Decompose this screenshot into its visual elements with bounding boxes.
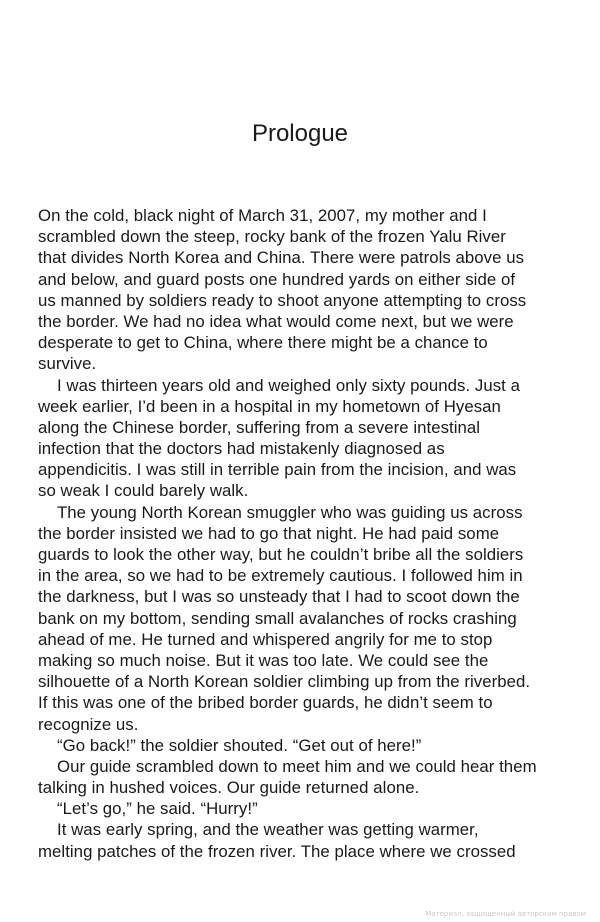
text-line: melting patches of the frozen river. The place where we crossed <box>38 841 516 861</box>
text-line: silhouette of a North Korean soldier climbing up from the riverbed. <box>38 672 531 692</box>
text-line: making so much noise. But it was too late. We could see the <box>38 650 489 670</box>
text-line: If this was one of the bribed border guards, he didn’t seem to <box>38 693 493 713</box>
text-line: us manned by soldiers ready to shoot anyone attempting to cross <box>38 290 527 310</box>
text-line: “Go back!” the soldier shouted. “Get out of here!” <box>57 735 422 755</box>
text-line: “Let’s go,” he said. “Hurry!” <box>57 799 258 819</box>
text-line: appendicitis. I was still in terrible pain from the incision, and was <box>38 460 517 480</box>
text-line: the darkness, but I was so unsteady that I had to scoot down the <box>38 587 520 607</box>
text-line: along the Chinese border, suffering from a severe intestinal <box>38 417 481 437</box>
text-line: ahead of me. He turned and whispered angrily for me to stop <box>38 629 493 649</box>
text-line: talking in hushed voices. Our guide returned alone. <box>38 778 420 798</box>
text-line: desperate to get to China, where there might be a chance to <box>38 333 488 353</box>
copyright-watermark: Материал, защищенный авторским правом <box>425 910 586 918</box>
text-line: I was thirteen years old and weighed only sixty pounds. Just a <box>57 375 520 395</box>
text-line: guards to look the other way, but he couldn’t bribe all the soldiers <box>38 545 524 564</box>
text-line: infection that the doctors had mistakenly diagnosed as <box>38 439 445 459</box>
text-line: Our guide scrambled down to meet him and we could hear them <box>57 756 537 776</box>
chapter-title: Prologue <box>251 120 349 147</box>
text-line: that divides North Korea and China. There were patrols above us <box>38 248 525 268</box>
text-line: recognize us. <box>38 714 139 734</box>
text-line: week earlier, I’d been in a hospital in my hometown of Hyesan <box>38 396 501 416</box>
chapter-body <box>38 205 578 862</box>
text-line: survive. <box>38 354 97 374</box>
text-line: so weak I could barely walk. <box>38 481 249 501</box>
text-line: bank on my bottom, sending small avalanches of rocks crashing <box>38 608 517 628</box>
text-line: in the area, so we had to be extremely cautious. I followed him in <box>38 566 523 586</box>
text-line: On the cold, black night of March 31, 2007, my mother and I <box>38 206 487 225</box>
text-line: scrambled down the steep, rocky bank of the frozen Yalu River <box>38 227 506 247</box>
text-line: It was early spring, and the weather was getting warmer, <box>57 820 479 840</box>
text-line: the border. We had no idea what would come next, but we were <box>38 311 514 331</box>
text-line: the border insisted we had to go that night. He had paid some <box>38 523 500 543</box>
text-line: The young North Korean smuggler who was guiding us across <box>57 502 523 522</box>
text-line: and below, and guard posts one hundred yards on either side of <box>38 269 516 289</box>
